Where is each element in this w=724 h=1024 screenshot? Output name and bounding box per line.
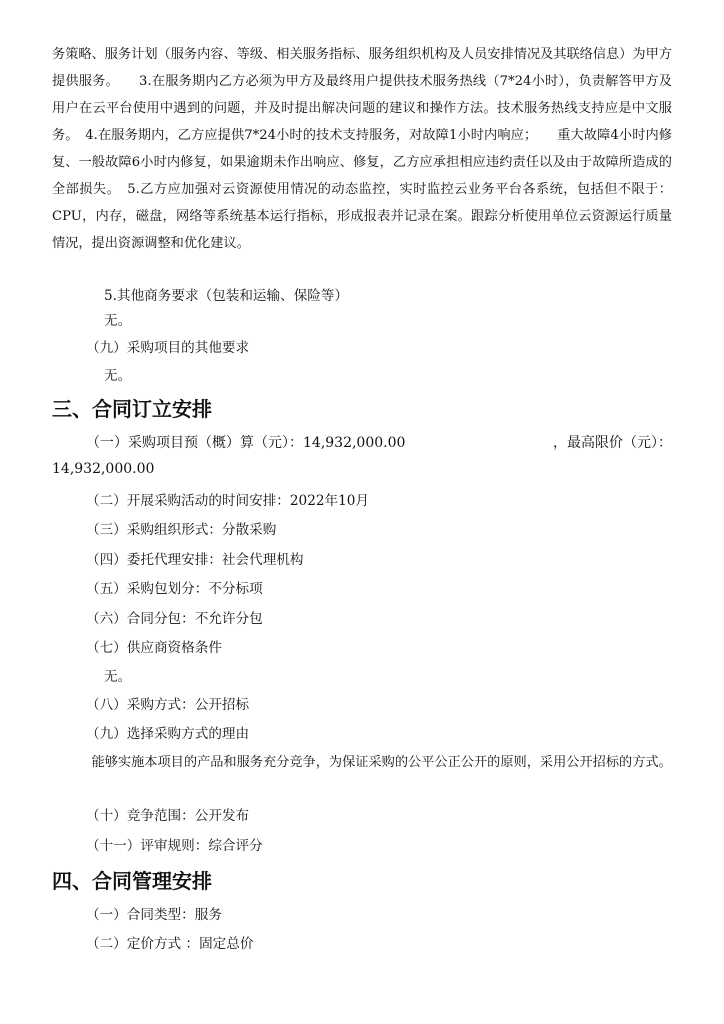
other-requirements-value: 无。 <box>104 368 132 384</box>
service-terms-paragraph: 务策略、服务计划（服务内容、等级、相关服务指标、服务组织机构及人员安排情况及其联络信息）为甲方提供服务。 3.在服务期内乙方必须为甲方及最终用户提供技术服务热线（7*24小时），负责解答甲方及用户在云平台使用中遇到的问题，并及时提出解决问题的建议和操作方法。技术服务热线支持应是中文服务。 4.在服务期内，乙方应提供7*24小时的技术支持服务，对故障1小时内响应； 重大故障4小时内修复、一般故障6小时内修复，如果逾期未作出响应、修复，乙方应承担相应违约责任以及由于故障所造成的全部损失。 5.乙方应加强对云资源使用情况的动态监控，实时监控云业务平台各系统，包括但不限于：CPU，内存，磁盘，网络等系统基本运行指标，形成报表并记录在案。跟踪分析使用单位云资源运行质量情况，提出资源调整和优化建议。 <box>52 47 672 251</box>
other-business-title: 5.其他商务要求（包装和运输、保险等） <box>104 288 349 304</box>
list-item-method-reason: （九）选择采购方式的理由 <box>86 726 250 742</box>
list-item-procurement-method: （八）采购方式：公开招标 <box>86 697 250 713</box>
section4-heading: 四、合同管理安排 <box>52 869 212 893</box>
list-item-contract-type: （一）合同类型：服务 <box>86 907 222 923</box>
other-requirements-title: （九）采购项目的其他要求 <box>86 340 250 356</box>
list-item-timing: （二）开展采购活动的时间安排：2022年10月 <box>86 493 369 509</box>
max-price-label: ，最高限价（元）： <box>553 435 672 451</box>
budget-block <box>52 432 672 477</box>
method-reason-paragraph: 能够实施本项目的产品和服务充分竞争，为保证采购的公平公正公开的原则，采用公开招标的方式。 <box>52 755 672 770</box>
budget-amount-label: （一）采购项目预（概）算（元）：14,932,000.00 <box>86 435 406 451</box>
list-item-org-form: （三）采购组织形式：分散采购 <box>86 522 277 538</box>
list-item-agency: （四）委托代理安排：社会代理机构 <box>86 552 304 568</box>
list-item-review-rules: （十一）评审规则：综合评分 <box>86 838 263 854</box>
list-item-subcontract: （六）合同分包：不允许分包 <box>86 611 263 627</box>
supplier-qualification-value: 无。 <box>104 669 132 685</box>
list-item-supplier-qualification: （七）供应商资格条件 <box>86 640 222 656</box>
other-business-value: 无。 <box>104 313 132 329</box>
list-item-package: （五）采购包划分：不分标项 <box>86 581 263 597</box>
max-price-value: 14,932,000.00 <box>52 461 155 477</box>
list-item-pricing-method: （二）定价方式 ：固定总价 <box>86 936 254 952</box>
section3-heading: 三、合同订立安排 <box>52 397 212 421</box>
list-item-competition-scope: （十）竞争范围：公开发布 <box>86 808 250 824</box>
